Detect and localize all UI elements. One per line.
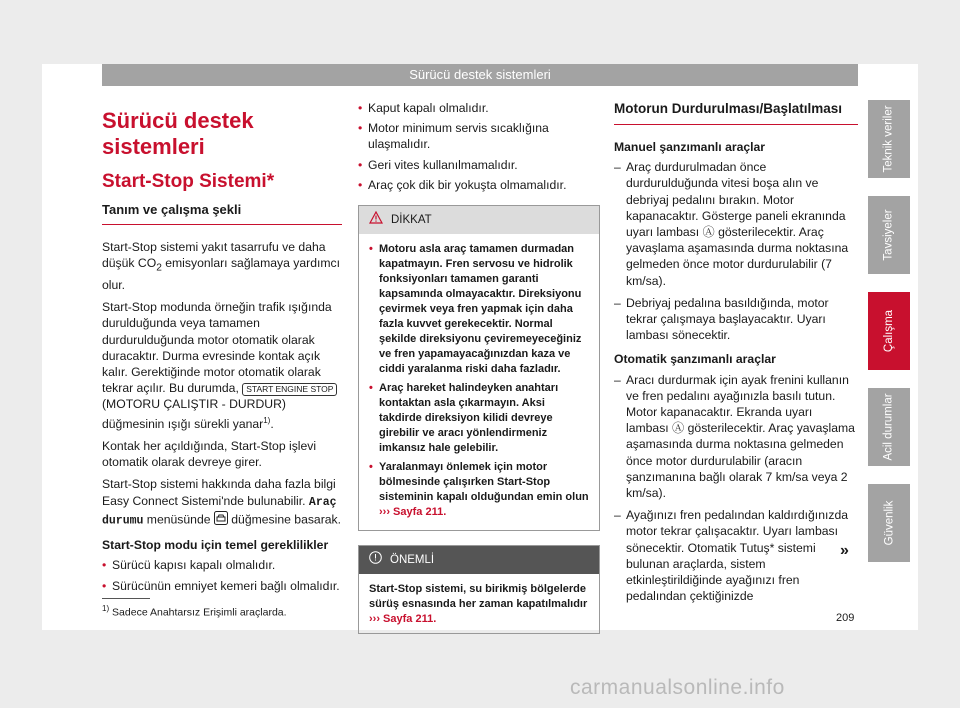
continue-arrow: » <box>840 542 849 559</box>
footnote-divider <box>102 598 150 599</box>
subsection-title: Tanım ve çalışma şekli <box>102 202 342 225</box>
list-item: – Ayağınızı fren pedalından kaldırdığınızda motor tekrar çalışacaktır. Uyarı lambası sönecektir. Otomatik Tutuş* sistemi bulunan araçlarda, sistem etkinleştirildiğinde ayağınızı fren pedalından çektiğinizde <box>614 508 849 604</box>
note-title: ÖNEMLİ <box>390 554 435 567</box>
automatic-heading: Otomatik şanzımanlı araçlar <box>614 352 776 367</box>
running-header: Sürücü destek sistemleri <box>102 64 858 86</box>
list-item: – Aracı durdurmak için ayak frenini kullanın ve fren pedalını ayağınızla basılı tutun. Motor kapanacaktır. Ekranda uyarı lambası Ⓐ gösterilecektir. Araç yavaşlama aşamasında durma noktasına gelmeden önce motor durdurulabilir (aracın şanzımanına bağlı olarak 7 km/sa veya 2 km/sa). <box>614 372 855 501</box>
paragraph-2: Start-Stop modunda örneğin trafik ışığında durulduğunda veya tamamen durdurulduğunda motor otomatik olarak duracaktır. Durma evresinde kontak açık kalır. Gerektiğinde motor otomatik olarak tekrar açılır. Bu durumda, START ENGINE STOP (MOTORU ÇALIŞTIR - DURDUR) düğmesinin ışığı sürekli yanar$^{1)}$. <box>102 299 342 432</box>
car-icon <box>214 511 228 529</box>
list-item: • Sürücü kapısı kapalı olmalıdır. <box>102 558 276 573</box>
footnote: $^{1)}$ Sadece Anahtarsız Erişimli araçlarda. <box>102 604 287 619</box>
warning-title: DİKKAT <box>391 214 432 227</box>
page-reference-link[interactable]: ››› Sayfa 211. <box>369 613 437 626</box>
list-item: – Debriyaj pedalına basıldığında, motor tekrar çalışmaya başlayacaktır. Uyarı lambası sönecektir. <box>614 295 829 343</box>
note-header <box>359 546 599 574</box>
column-1 <box>102 108 342 598</box>
page-reference-link[interactable]: ››› Sayfa 211. <box>379 506 447 519</box>
manual-heading: Manuel şanzımanlı araçlar <box>614 140 766 154</box>
column-2 <box>358 100 600 634</box>
note-text: Start-Stop sistemi, su birikmiş bölgelerde sürüş esnasında her zaman kapatılmalıdır ››› Sayfa 211. <box>369 583 588 626</box>
section-title: Motorun Durdurulması/Başlatılması <box>614 100 858 125</box>
requirements-title: Start-Stop modu için temel gereklilikler <box>102 538 329 553</box>
section-title: Start-Stop Sistemi* <box>102 171 275 192</box>
column-3 <box>614 100 858 610</box>
list-item: – Araç durdurulmadan önce durdurulduğunda vitesi boşa alın ve debriyaj pedalını bırakın. Motor kapanacaktır. Gösterge paneli ekranında uyarı lambası Ⓐ gösterilecektir. Araç yavaşlama aşamasında durma noktasına gelmeden önce motor durdurulabilir (7 km/sa). <box>614 160 849 288</box>
tab-tavsiyeler[interactable]: Tavsiyeler <box>868 196 910 274</box>
tab-calisma[interactable]: Çalışma <box>868 292 910 370</box>
paragraph-3: Kontak her açıldığında, Start-Stop işlevi otomatik olarak devreye girer. <box>102 438 317 470</box>
list-item: • Sürücünün emniyet kemeri bağlı olmalıdır. <box>102 578 340 593</box>
info-circle-icon <box>369 551 382 569</box>
paragraph-4: Start-Stop sistemi hakkında daha fazla bilgi Easy Connect Sistemi'nde bulunabilir. Araç durumu menüsünde düğmesine basarak. <box>102 477 342 528</box>
list-item: • Kaput kapalı olmalıdır. <box>358 101 489 115</box>
warning-header <box>359 206 599 234</box>
note-box <box>358 545 600 634</box>
paragraph-1: Start-Stop sistemi yakıt tasarrufu ve daha düşük $CO_2$ emisyonları sağlamaya yardımcı olur. <box>102 240 340 293</box>
start-engine-stop-key: START ENGINE STOP <box>242 383 337 396</box>
list-item: • Motor minimum servis sıcaklığına ulaşmalıdır. <box>358 121 549 152</box>
tab-acil-durumlar[interactable]: Acil durumlar <box>868 388 910 466</box>
warning-triangle-icon <box>369 211 383 229</box>
warning-item: • Araç hareket halindeyken anahtarı kontaktan asla çıkarmayın. Aksi takdirde direksiyon kilidi devreye girebilir ve aracı yönlendirmeniz imkansız hale gelebilir. <box>369 382 559 455</box>
watermark: carmanualsonline.info <box>570 676 785 699</box>
tab-teknik-veriler[interactable]: Teknik veriler <box>868 100 910 178</box>
tab-guvenlik[interactable]: Güvenlik <box>868 484 910 562</box>
chapter-title: Sürücü destek sistemleri <box>102 108 254 159</box>
warning-item: • Yaralanmayı önlemek için motor bölmesinde çalışırken Start-Stop sisteminin kapalı olduğundan emin olun ››› Sayfa 211. <box>369 461 589 519</box>
list-item: • Araç çok dik bir yokuşta olmamalıdır. <box>358 177 567 192</box>
list-item: • Geri vites kullanılmamalıdır. <box>358 157 518 172</box>
warning-item: • Motoru asla araç tamamen durmadan kapatmayın. Fren servosu ve hidrolik fonksiyonları tamamen garanti kapsamında olmayacaktır. Direksiyonu çevirmek veya fren yapmak için daha fazla kuvvet gerekecektir. Normal şekilde direksiyonu çeviremeyeceğiniz ve fren yapamayacağınızdan kaza ve ciddi yaralanma riski daha fazladır. <box>369 243 582 376</box>
page-number: 209 <box>836 612 855 624</box>
warning-box <box>358 205 600 531</box>
